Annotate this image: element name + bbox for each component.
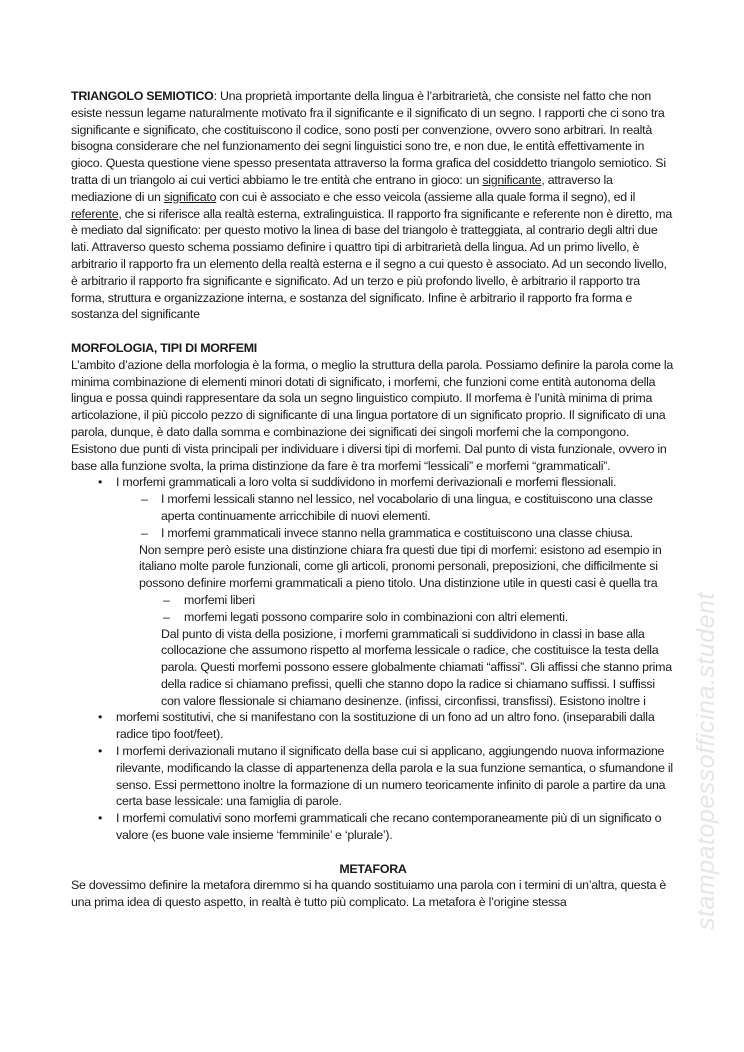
bullet-icon: •: [97, 811, 103, 826]
list-item: • I morfemi grammaticali a loro volta si suddividono in morfemi derivazionali e morfemi flessionali.: [71, 474, 675, 491]
list-item: • I morfemi comulativi sono morfemi grammaticali che recano contemporaneamente più di un significato o valore (es buone vale insieme ‘femminile’ e ‘plurale’).: [71, 810, 675, 844]
list-item: • morfemi sostitutivi, che si manifestano con la sostituzione di un fono ad un altro fono. (inseparabili dalla radice tipo foot/feet).: [71, 709, 675, 743]
triangolo-paragraph: TRIANGOLO SEMIOTICO: Una proprietà importante della lingua è l’arbitrarietà, che consiste nel fatto che non esiste nessun legame naturalmente motivato fra il significante e il significato di un segno. I rapporti che ci sono tra significante e significato, che costituiscono il codice, sono posti per convenzione, ovvero sono arbitrari. In realtà bisogna considerare che nel funzionamento dei segni linguistici sono tre, e non due, le entità effettivamente in gioco. Questa questione viene spesso presentata attraverso la forma grafica del cosiddetto triangolo semiotico. Si tratta di un triangolo ai cui vertici abbiamo le tre entità che entrano in gioco: un significante, attraverso la mediazione di un significato con cui è associato e che esso veicola (assieme alla quale forma il segno), ed il referente, che si riferisce alla realtà esterna, extralinguistica. Il rapporto fra significante e referente non è diretto, ma è mediato dal significato: per questo motivo la linea di base del triangolo è tratteggiata, al contrario degli altri due lati. Attraverso questo schema possiamo definire i quattro tipi di arbitrarietà della lingua. Ad un primo livello, è arbitrario il rapporto fra un elemento della realtà esterna e il segno a cui questo è associato. Ad un secondo livello, è arbitrario il rapporto fra significante e significato. Ad un terzo e più profondo livello, è arbitrario il rapporto tra forma, struttura e organizzazione interna, e sostanza del significato. Infine è arbitrario il rapporto fra forma e sostanza del significante: [71, 89, 672, 322]
watermark: stampatopessofficina.student: [692, 592, 720, 930]
dash-icon: –: [141, 525, 148, 540]
morfologia-intro: L’ambito d’azione della morfologia è la forma, o meglio la struttura della parola. Possiamo definire la parola come la minima combinazione di elementi minori dotati di significato, i morfemi, che funzioni come entità autonoma della lingua e possa quindi rappresentare da sola un segno linguistico compiuto. Il morfema è l’unità minima di prima articolazione, il più piccolo pezzo di significante di una lingua portatore di un significato proprio. Il significato di una parola, dunque, è dato dalla somma e combinazione dei significati dei singoli morfemi che la compongono. Esistono due punti di vista principali per individuare i diversi tipi di morfemi. Dal punto di vista funzionale, ovvero in base alla funzione svolta, la prima distinzione da fare è tra morfemi “lessicali” e morfemi “grammaticali”.: [71, 357, 674, 473]
term-referente: referente: [71, 206, 119, 221]
sub-list-item: – morfemi liberi: [163, 592, 255, 607]
metafora-heading: METAFORA: [339, 861, 407, 876]
indented-paragraph: Non sempre però esiste una distinzione chiara fra questi due tipi di morfemi: esistono ad esempio in italiano molte parole funzionali, come gli articoli, pronomi personali, preposizioni, che difficilmente si possono definire morfemi grammaticali a pieno titolo. Una distinzione utile in questi casi è quella tra: [139, 542, 662, 591]
dash-icon: –: [163, 592, 170, 607]
term-significato: significato: [163, 189, 217, 204]
sub-list-item: – I morfemi grammaticali invece stanno nella grammatica e costituiscono una classe chiusa.: [141, 525, 633, 540]
sub-list-item: – I morfemi lessicali stanno nel lessico, nel vocabolario di una lingua, e costituiscono una classe aperta continuamente arricchibile di nuovi elementi.: [141, 492, 653, 523]
bullet-icon: •: [97, 744, 103, 759]
bullet-icon: •: [97, 710, 103, 725]
dash-icon: –: [163, 609, 170, 624]
indented-paragraph: Dal punto di vista della posizione, i morfemi grammaticali si suddividono in classi in base alla collocazione che assumono rispetto al morfema lessicale o radice, che costituisce la testa della parola. Questi morfemi possono essere globalmente chiamati “affissi”. Gli affissi che stanno prima della radice si chiamano prefissi, quelli che stanno dopo la radice si chiamano suffissi. I suffissi con valore flessionale si chiamano desinenze. (infissi, circonfissi, transfissi). Esistono inoltre i: [161, 626, 672, 708]
page-content: [71, 88, 675, 911]
triangolo-heading: TRIANGOLO SEMIOTICO: [71, 89, 214, 103]
list-item: • I morfemi derivazionali mutano il significato della base cui si applicano, aggiungendo nuova informazione rilevante, modificando la classe di appartenenza della parola e la sua funzione semantica, o sfumandone il senso. Essi permettono inoltre la formazione di un numero teoricamente infinito di parole a partire da una certa base lessicale: una famiglia di parole.: [71, 743, 675, 810]
morfologia-heading: MORFOLOGIA, TIPI DI MORFEMI: [71, 340, 257, 355]
dash-icon: –: [141, 492, 148, 507]
bullet-icon: •: [97, 475, 103, 490]
sub-list-item: – morfemi legati possono comparire solo in combinazioni con altri elementi.: [163, 609, 568, 624]
term-significante: significante: [482, 172, 542, 187]
metafora-paragraph: Se dovessimo definire la metafora diremmo si ha quando sostituiamo una parola con i termini di un’altra, questa è una prima idea di questo aspetto, in realtà è tutto più complicato. La metafora è l’origine stessa: [71, 878, 667, 910]
